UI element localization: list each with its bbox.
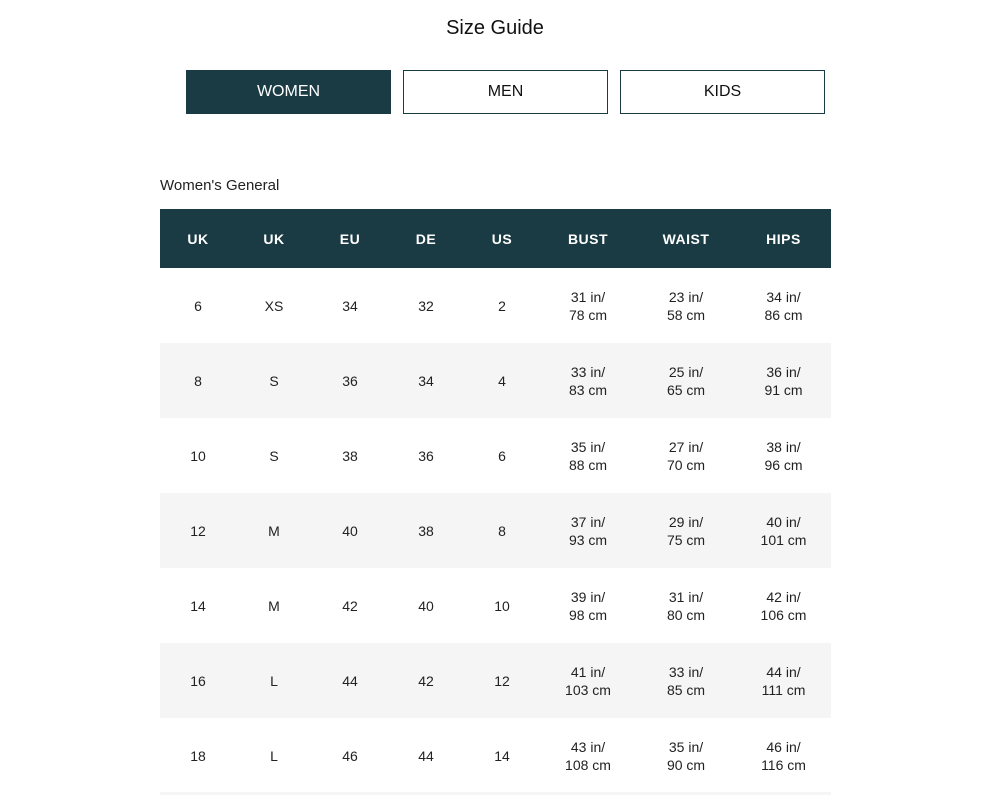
table-row [160,493,831,568]
cell-us: 10 [464,568,540,643]
cell-eu: 44 [312,643,388,718]
cell-bust: 35 in/ 88 cm [540,418,636,493]
cell-uk-letter: XS [236,268,312,343]
cell-de: 40 [388,568,464,643]
table-row [160,718,831,793]
cell-de: 38 [388,493,464,568]
cell-uk-letter: L [236,643,312,718]
table-row [160,268,831,343]
tab-kids[interactable]: KIDS [620,70,825,114]
header-waist: WAIST [636,209,736,268]
header-us: US [464,209,540,268]
cell-uk-letter: S [236,418,312,493]
table-row [160,643,831,718]
cell-bust: 31 in/ 78 cm [540,268,636,343]
cell-hips: 36 in/ 91 cm [736,343,831,418]
table-row [160,343,831,418]
cell-us: 14 [464,718,540,793]
cell-us: 4 [464,343,540,418]
cell-de: 36 [388,418,464,493]
cell-eu: 38 [312,418,388,493]
cell-eu: 46 [312,718,388,793]
cell-bust: 39 in/ 98 cm [540,568,636,643]
table-row [160,568,831,643]
cell-uk: 10 [160,418,236,493]
cell-hips: 40 in/ 101 cm [736,493,831,568]
section-title: Women's General [160,177,280,194]
cell-hips: 46 in/ 116 cm [736,718,831,793]
size-table [160,209,831,793]
cell-us: 8 [464,493,540,568]
cell-hips: 34 in/ 86 cm [736,268,831,343]
table-header-row [160,209,831,268]
cell-uk: 18 [160,718,236,793]
cell-eu: 40 [312,493,388,568]
cell-us: 6 [464,418,540,493]
cell-uk-letter: M [236,568,312,643]
cell-hips: 42 in/ 106 cm [736,568,831,643]
cell-uk-letter: L [236,718,312,793]
cell-waist: 29 in/ 75 cm [636,493,736,568]
cell-uk: 12 [160,493,236,568]
cell-bust: 33 in/ 83 cm [540,343,636,418]
cell-waist: 23 in/ 58 cm [636,268,736,343]
cell-waist: 35 in/ 90 cm [636,718,736,793]
header-hips: HIPS [736,209,831,268]
cell-us: 2 [464,268,540,343]
cell-uk: 8 [160,343,236,418]
cell-waist: 27 in/ 70 cm [636,418,736,493]
cell-uk: 16 [160,643,236,718]
cell-us: 12 [464,643,540,718]
cell-bust: 37 in/ 93 cm [540,493,636,568]
cell-waist: 33 in/ 85 cm [636,643,736,718]
header-uk-letter: UK [236,209,312,268]
cell-hips: 44 in/ 111 cm [736,643,831,718]
cell-de: 34 [388,343,464,418]
cell-hips: 38 in/ 96 cm [736,418,831,493]
cell-de: 32 [388,268,464,343]
cell-uk: 6 [160,268,236,343]
table-row [160,418,831,493]
cell-uk-letter: S [236,343,312,418]
header-eu: EU [312,209,388,268]
cell-waist: 25 in/ 65 cm [636,343,736,418]
cell-eu: 34 [312,268,388,343]
header-uk: UK [160,209,236,268]
cell-bust: 41 in/ 103 cm [540,643,636,718]
cell-uk-letter: M [236,493,312,568]
cell-de: 44 [388,718,464,793]
cell-de: 42 [388,643,464,718]
header-bust: BUST [540,209,636,268]
gender-tabs [186,70,825,114]
tab-women[interactable]: WOMEN [186,70,391,114]
cell-uk: 14 [160,568,236,643]
cell-bust: 43 in/ 108 cm [540,718,636,793]
header-de: DE [388,209,464,268]
page-title: Size Guide [446,17,544,39]
cell-waist: 31 in/ 80 cm [636,568,736,643]
cell-eu: 36 [312,343,388,418]
tab-men[interactable]: MEN [403,70,608,114]
cell-eu: 42 [312,568,388,643]
